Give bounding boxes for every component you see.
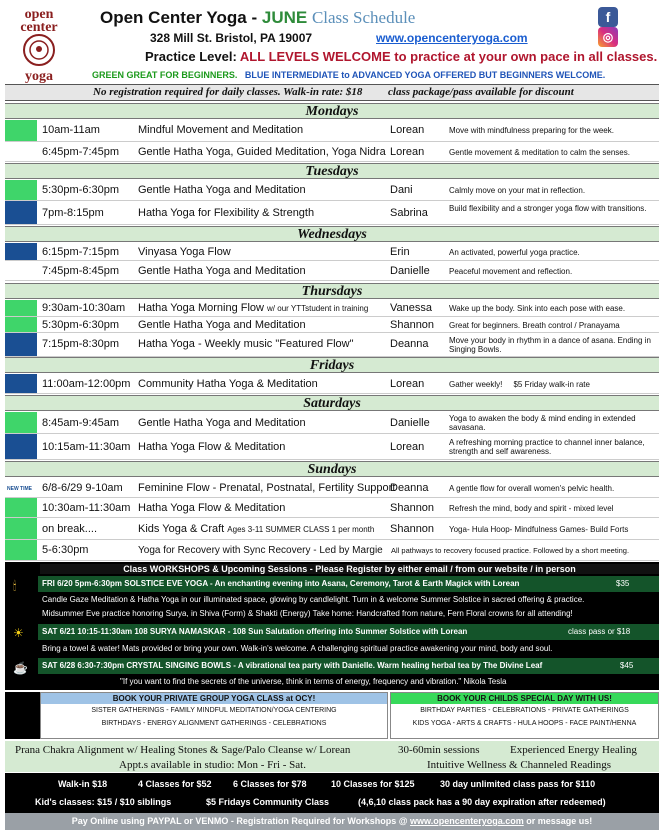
kids-special-day-line: BIRTHDAY PARTIES - CELEBRATIONS - PRIVATE GATHERINGS [420, 707, 629, 714]
level-swatch-intermediate [5, 374, 37, 393]
workshop-detail: Bring a towel & water! Mats provided or bring your own. Walk-in's welcome. A challenging spiritual practice awakening your mind, body and soul. [42, 644, 553, 653]
price-item: Kid's classes: $15 / $10 siblings [35, 797, 172, 807]
level-swatch-beginner [5, 540, 37, 560]
day-header-sunday: Sundays [5, 461, 659, 477]
class-description: A gentle flow for overall women's pelvic health. [449, 484, 615, 493]
class-description: Yoga to awaken the body & mind ending in extended savasana. [449, 414, 636, 432]
sun-icon: ☀ [13, 626, 24, 640]
class-instructor: Shannon [390, 523, 435, 535]
private-group-line: SISTER GATHERINGS - FAMILY MINDFUL MEDITATION/YOGA CENTERING [91, 707, 337, 714]
level-swatch-beginner [5, 317, 37, 332]
logo [8, 5, 70, 85]
level-swatch-beginner [5, 498, 37, 517]
class-time: 11:00am-12:00pm [42, 378, 131, 390]
workshop-detail: Candle Gaze Meditation & Hatha Yoga in our illuminated space, glowing by candlelight. Turn in & welcome Summer Solstice in sacred offering & practice. [42, 595, 585, 604]
class-row [5, 434, 659, 460]
class-instructor: Lorean [390, 441, 425, 453]
class-time: 9:30am-10:30am [42, 302, 126, 314]
workshop-quote: "If you want to find the secrets of the universe, think in terms of energy, frequency and vibration." Nikola Tesla [120, 677, 507, 686]
class-name: Gentle Hatha Yoga and Meditation [138, 417, 306, 429]
price-item: $5 Fridays Community Class [206, 797, 330, 807]
class-row [5, 333, 659, 357]
class-instructor: Lorean [390, 124, 425, 136]
class-row [5, 498, 659, 518]
class-time: 10:15am-11:30am [42, 441, 131, 453]
class-description: Move with mindfulness preparing for the week. [449, 126, 614, 135]
class-instructor: Shannon [390, 502, 435, 514]
class-instructor: Deanna [390, 338, 429, 350]
class-row [5, 300, 659, 317]
class-time: 7:15pm-8:30pm [42, 338, 120, 350]
class-name: Hatha Yoga Flow & Meditation [138, 441, 286, 453]
prana-section: Prana Chakra Alignment w/ Healing Stones & Sage/Palo Cleanse w/ Lorean 30-60min sessions Experienced Energy Healing Appt.s available in studio: Mon - Fri - Sat. Intuitive Wellness & Channeled Readings [5, 741, 659, 772]
class-row [5, 142, 659, 162]
class-instructor: Vanessa [390, 302, 432, 314]
class-instructor: Sabrina [390, 207, 428, 219]
class-instructor: Lorean [390, 378, 425, 390]
private-group-box [40, 692, 388, 739]
level-swatch-beginner [5, 412, 37, 433]
class-description: Move your body in rhythm in a dance of asana. Ending in Singing Bowls. [449, 336, 651, 354]
practice-level: Practice Level: ALL LEVELS WELCOME to practice at your own pace in all classes. [145, 49, 658, 64]
workshop-detail: Midsummer Eve practice honoring Surya, in Shiva (Form) & Shakti (Energy) Take home: Handcrafted from nature, Fern Floral crowns for all attending! [42, 609, 573, 618]
class-row [5, 201, 659, 225]
day-header-monday: Mondays [5, 103, 659, 119]
class-instructor: Deanna [390, 482, 429, 494]
class-description: All pathways to recovery focused practice. Followed by a short meeting. [391, 546, 630, 555]
color-legend: GREEN GREAT FOR BEGINNERS. BLUE INTERMEDIATE to ADVANCED YOGA OFFERED BUT BEGINNERS WELCOME. [92, 70, 606, 80]
workshops-title: Class WORKSHOPS & Upcoming Sessions - Please Register by either email / from our website / in person [40, 564, 659, 574]
class-name: Hatha Yoga Morning Flow w/ our YTTstudent in training [138, 302, 369, 314]
class-row [5, 317, 659, 333]
pricing-section [5, 773, 659, 813]
workshop-item: SAT 6/28 6:30-7:30pm CRYSTAL SINGING BOWLS - A vibrational tea party with Danielle. Warm healing herbal tea by The Divine Leaf $45 [38, 658, 659, 674]
price-item: (4,6,10 class pack has a 90 day expiration after redeemed) [358, 797, 606, 807]
class-description: Calmly move on your mat in reflection. [449, 186, 586, 195]
price-item: 4 Classes for $52 [138, 779, 212, 789]
class-description: Build flexibility and a stronger yoga flow with transitions. [449, 204, 647, 213]
class-row [5, 120, 659, 142]
level-swatch-intermediate [5, 243, 37, 260]
svg-text:center: center [20, 20, 58, 35]
class-description: Gentle movement & meditation to calm the senses. [449, 148, 630, 157]
price-item: Walk-in $18 [58, 779, 108, 789]
class-time: 7:45pm-8:45pm [42, 265, 120, 277]
notice-bar: No registration required for daily classes. Walk-in rate: $18 class package/pass available for discount [5, 84, 659, 101]
class-instructor: Erin [390, 246, 410, 258]
class-description: Wake up the body. Sink into each pose with ease. [449, 304, 626, 313]
class-row [5, 261, 659, 281]
class-name: Gentle Hatha Yoga and Meditation [138, 265, 306, 277]
class-name: Kids Yoga & Craft Ages 3-11 SUMMER CLASS 1 per month [138, 523, 375, 535]
class-name: Yoga for Recovery with Sync Recovery - Led by Margie [138, 545, 383, 556]
facebook-icon[interactable]: f [598, 7, 618, 27]
workshop-item: SAT 6/21 10:15-11:30am 108 SURYA NAMASKAR - 108 Sun Salutation offering into Summer Solstice with Lorean class pass or $18 [38, 624, 659, 640]
singing-bowl-icon: ☕ [13, 661, 28, 675]
class-description: A refreshing morning practice to channel inner balance, strength and self awareness. [449, 438, 645, 456]
price-item: 30 day unlimited class pass for $110 [440, 779, 596, 789]
class-instructor: Danielle [390, 265, 430, 277]
level-swatch-intermediate [5, 201, 37, 224]
class-instructor: Danielle [390, 417, 430, 429]
class-time: 5:30pm-6:30pm [42, 184, 120, 196]
website-link[interactable]: www.opencenteryoga.com [376, 31, 528, 45]
class-time: 5-6:30pm [42, 544, 89, 556]
class-description: Peaceful movement and reflection. [449, 267, 573, 276]
class-row [5, 374, 659, 394]
private-group-heading: BOOK YOUR PRIVATE GROUP YOGA CLASS at OCY! [41, 693, 387, 704]
price-item: 10 Classes for $125 [331, 779, 415, 789]
level-swatch-beginner [5, 300, 37, 316]
instagram-icon[interactable]: ◎ [598, 27, 618, 47]
class-row [5, 180, 659, 201]
class-time: on break.... [42, 523, 98, 535]
workshop-item: FRI 6/20 5pm-6:30pm SOLSTICE EVE YOGA - An enchanting evening into Asana, Ceremony, Tarot & Earth Magick with Lorean $35 [38, 576, 659, 592]
svg-text:yoga: yoga [25, 69, 53, 84]
level-swatch-beginner [5, 180, 37, 200]
kids-special-day-line: KIDS YOGA - ARTS & CRAFTS - HULA HOOPS - FACE PAINT/HENNA [412, 720, 637, 727]
class-time: 10:30am-11:30am [42, 502, 131, 514]
svg-text:open: open [24, 7, 54, 22]
class-row [5, 540, 659, 561]
class-instructor: Shannon [390, 319, 435, 331]
class-row [5, 518, 659, 540]
class-instructor: Lorean [390, 146, 425, 158]
class-name: Hatha Yoga Flow & Meditation [138, 502, 286, 514]
page-title: Open Center Yoga - JUNE Class Schedule [100, 8, 416, 27]
day-header-saturday: Saturdays [5, 395, 659, 411]
level-swatch-beginner [5, 120, 37, 141]
class-description: Gather weekly! $5 Friday walk-in rate [449, 380, 590, 389]
kids-special-day-heading: BOOK YOUR CHILDS SPECIAL DAY WITH US! [391, 693, 658, 704]
footer-website-link[interactable]: www.opencenteryoga.com [410, 816, 524, 826]
level-swatch-beginner [5, 518, 37, 539]
candle-icon: 🕯 [13, 579, 17, 593]
level-swatch-intermediate [5, 333, 37, 356]
level-swatch-intermediate [5, 434, 37, 459]
footer: Pay Online using PAYPAL or VENMO - Registration Required for Workshops @ www.opencenteryoga.com or message us! [5, 813, 659, 830]
class-name: Mindful Movement and Meditation [138, 124, 304, 136]
class-time: 10am-11am [42, 124, 100, 136]
class-name: Hatha Yoga for Flexibility & Strength [138, 207, 315, 219]
class-description: Refresh the mind, body and spirit - mixed level [449, 504, 614, 513]
address: 328 Mill St. Bristol, PA 19007 [150, 31, 313, 45]
class-name: Hatha Yoga - Weekly music "Featured Flow" [138, 338, 354, 350]
class-time: 7pm-8:15pm [42, 207, 104, 219]
class-instructor: Dani [390, 184, 413, 196]
private-group-line: BIRTHDAYS - ENERGY ALIGNMENT GATHERINGS - CELEBRATIONS [101, 720, 327, 727]
class-time: 6:45pm-7:45pm [42, 146, 120, 158]
class-name: Gentle Hatha Yoga and Meditation [138, 319, 306, 331]
new-time-badge: NEW TIME [7, 486, 32, 492]
day-header-friday: Fridays [5, 357, 659, 373]
class-description: Yoga- Hula Hoop- Mindfulness Games- Build Forts [449, 525, 629, 534]
class-name: Gentle Hatha Yoga, Guided Meditation, Yoga Nidra [138, 146, 386, 158]
class-description: Great for beginners. Breath control / Pranayama [449, 321, 620, 330]
kids-special-day-box [390, 692, 659, 739]
class-name: Community Hatha Yoga & Meditation [138, 378, 318, 390]
class-time: 6/8-6/29 9-10am [42, 482, 123, 494]
class-row [5, 412, 659, 434]
price-item: 6 Classes for $78 [233, 779, 307, 789]
class-description: An activated, powerful yoga practice. [449, 248, 580, 257]
class-time: 6:15pm-7:15pm [42, 246, 120, 258]
class-name: Gentle Hatha Yoga and Meditation [138, 184, 306, 196]
day-header-wednesday: Wednesdays [5, 226, 659, 242]
class-time: 5:30pm-6:30pm [42, 319, 120, 331]
class-row [5, 243, 659, 261]
day-header-thursday: Thursdays [5, 283, 659, 299]
day-header-tuesday: Tuesdays [5, 163, 659, 179]
class-time: 8:45am-9:45am [42, 417, 120, 429]
class-row [5, 478, 659, 498]
class-name: Vinyasa Yoga Flow [138, 246, 231, 258]
class-name: Feminine Flow - Prenatal, Postnatal, Fertility Support [138, 482, 396, 494]
